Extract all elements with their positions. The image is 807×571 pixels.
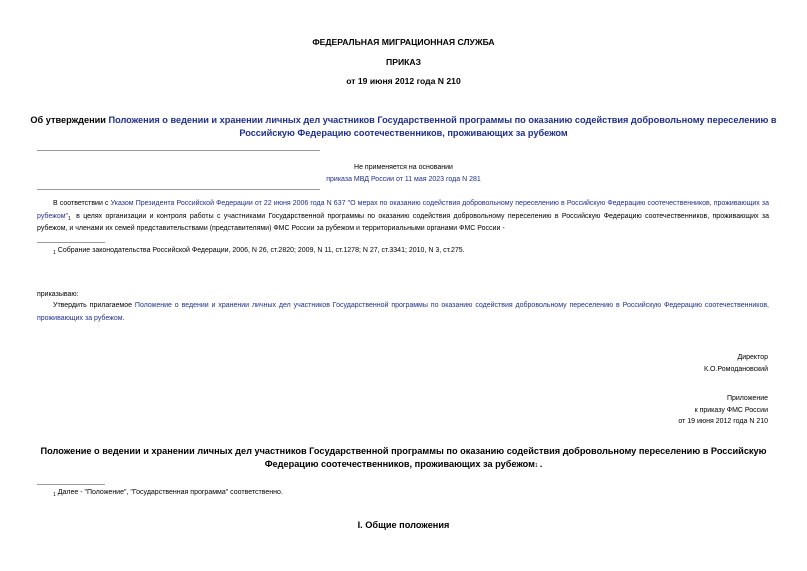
order-start: Утвердить прилагаемое (53, 302, 135, 309)
footnote-1 (53, 245, 773, 258)
order-word: приказываю: (37, 291, 79, 298)
preamble-start: В соответствии с (53, 200, 111, 207)
footnote-ref-2[interactable]: 1 (534, 462, 538, 469)
order-paragraph (37, 300, 769, 325)
decree-link[interactable]: Указом Президента Российской Федерации от 22 июня 2006 года N 637 "О мерах по оказанию содействия добровольному переселению в Российскую Федерацию соотечественников, проживающих за рубежом" (37, 200, 770, 220)
divider-bottom (37, 189, 320, 190)
agency-name: ФЕДЕРАЛЬНАЯ МИГРАЦИОННАЯ СЛУЖБА (312, 37, 495, 47)
preamble-rest: в целях организации и контроля работы с участниками Государственной программы по оказанию содействия добровольному переселению в Российскую Федерацию соотечественников, проживающих за рубежом, и членами их семей представительствами (представителями) ФМС России за рубежом и территориальными органами ФМС России - (37, 212, 769, 233)
document-date: от 19 июня 2012 года N 210 (346, 76, 461, 86)
section-heading: I. Общие положения (357, 520, 450, 530)
title-prefix: Об утверждении (30, 115, 109, 125)
regulation-title-text: Положение о ведении и хранении личных дел участников Государственной программы по оказанию содействия добровольному переселению в Российскую Федерацию соотечественников, проживающих за рубежом (40, 446, 767, 469)
footnote-divider-2 (37, 484, 105, 485)
footnote-ref-1[interactable]: 1 (68, 215, 71, 222)
divider-top (37, 150, 320, 151)
appendix-date: от 19 июня 2012 года N 210 (678, 418, 768, 425)
document-type: ПРИКАЗ (386, 57, 421, 67)
footnote-2 (53, 487, 773, 500)
document-title (30, 114, 777, 139)
regulation-link[interactable]: Положение о ведении и хранении личных дел участников Государственной программы по оказанию содействия добровольному переселению в Российскую Федерацию соотечественников, проживающих за рубежом (37, 302, 770, 322)
preamble-paragraph (37, 198, 769, 236)
notice-line: Не применяется на основании (354, 164, 453, 171)
notice-link[interactable]: приказа МВД России от 11 мая 2023 года N 281 (326, 176, 481, 183)
footnote-divider-1 (37, 242, 105, 243)
regulation-title (40, 445, 767, 470)
footnote-2-mark: 1 (53, 492, 56, 498)
appendix-order-ref: к приказу ФМС России (694, 407, 768, 414)
signatory-position: Директор (737, 354, 768, 361)
order-end: . (122, 314, 125, 322)
appendix-label: Приложение (726, 395, 768, 402)
title-link[interactable]: Положения о ведении и хранении личных дел участников Государственной программы по оказанию содействия добровольному переселению в Российскую Федерацию соотечественников, проживающих за рубежом (108, 115, 777, 138)
footnote-1-mark: 1 (53, 250, 56, 256)
footnote-1-text: Собрание законодательства Российской Федерации, 2006, N 26, ст.2820; 2009, N 11, ст.1278; N 27, ст.3341; 2010, N 3, ст.275. (57, 247, 465, 254)
regulation-title-end: . (539, 458, 543, 469)
signatory-name: К.О.Ромодановский (704, 366, 768, 373)
footnote-2-text: Далее - "Положение", "Государственная программа" соответственно. (57, 489, 283, 496)
